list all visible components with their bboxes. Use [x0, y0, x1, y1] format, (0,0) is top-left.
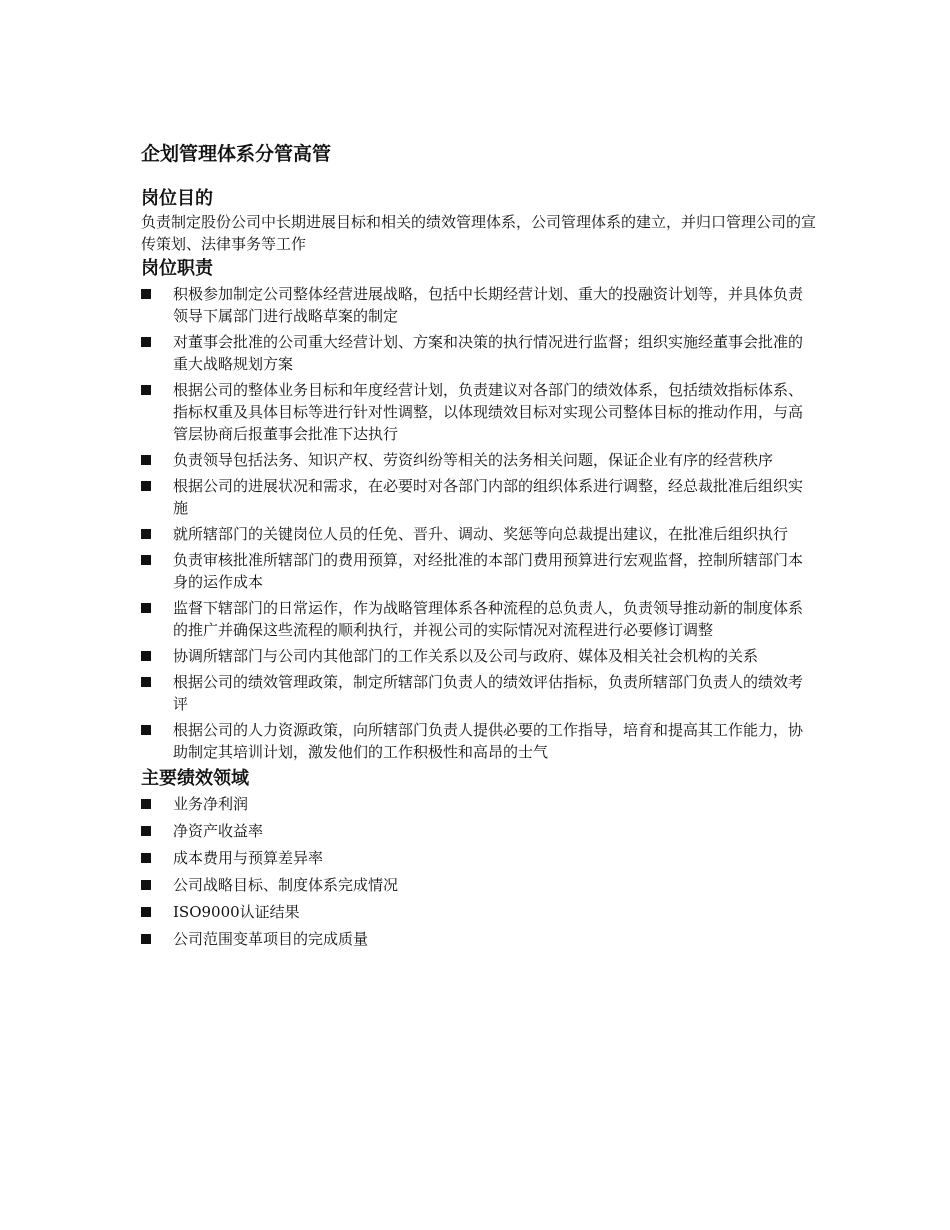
- purpose-text: 负责制定股份公司中长期进展目标和相关的绩效管理体系，公司管理体系的建立，并归口管理公司的宣传策划、法律事务等工作: [141, 213, 817, 253]
- duty-text: 根据公司的进展状况和需求，在必要时对各部门内部的组织体系进行调整，经总裁批准后组织实施: [173, 477, 804, 517]
- square-bullet-icon: [141, 337, 151, 347]
- kpa-item: [141, 820, 821, 842]
- kpa-item: [141, 901, 821, 923]
- kpa-item: [141, 847, 821, 869]
- kpa-item: [141, 874, 435, 896]
- square-bullet-icon: [141, 603, 151, 613]
- kpa-text: ISO9000认证结果: [173, 903, 300, 921]
- kpa-item: [141, 793, 821, 815]
- duty-item: [141, 671, 813, 715]
- square-bullet-icon: [141, 799, 151, 809]
- square-bullet-icon: [141, 853, 151, 863]
- duty-text: 根据公司的整体业务目标和年度经营计划，负责建议对各部门的绩效体系，包括绩效指标体系、指标权重及具体目标等进行针对性调整，以体现绩效目标对实现公司整体目标的推动作用，与高管层协商后报董事会批准下达执行: [173, 381, 804, 443]
- duty-item: [141, 549, 813, 593]
- square-bullet-icon: [141, 289, 151, 299]
- duty-text: 负责领导包括法务、知识产权、劳资纠纷等相关的法务相关问题，保证企业有序的经营秩序: [173, 451, 774, 469]
- kpa-text: 业务净利润: [173, 795, 249, 813]
- duty-item: [141, 331, 813, 375]
- duty-text: 根据公司的绩效管理政策，制定所辖部门负责人的绩效评估指标，负责所辖部门负责人的绩效考评: [173, 673, 804, 713]
- square-bullet-icon: [141, 555, 151, 565]
- kpa-item: [141, 928, 821, 950]
- kpa-text: 成本费用与预算差异率: [173, 849, 324, 867]
- duty-item: [141, 475, 813, 519]
- square-bullet-icon: [141, 826, 151, 836]
- square-bullet-icon: [141, 481, 151, 491]
- duties-heading: 岗位职责: [141, 258, 213, 279]
- duty-text: 协调所辖部门与公司内其他部门的工作关系以及公司与政府、媒体及相关社会机构的关系: [173, 647, 759, 665]
- kpa-text: 公司战略目标、制度体系完成情况: [173, 876, 399, 894]
- square-bullet-icon: [141, 385, 151, 395]
- duty-item: [141, 449, 813, 471]
- document: [141, 141, 821, 955]
- duty-item: [141, 719, 813, 763]
- square-bullet-icon: [141, 725, 151, 735]
- kpa-text: 公司范围变革项目的完成质量: [173, 930, 369, 948]
- duty-text: 根据公司的人力资源政策，向所辖部门负责人提供必要的工作指导，培育和提高其工作能力，协助制定其培训计划，激发他们的工作积极性和高昂的士气: [173, 721, 804, 761]
- duty-text: 积极参加制定公司整体经营进展战略，包括中长期经营计划、重大的投融资计划等，并具体负责领导下属部门进行战略草案的制定: [173, 285, 804, 325]
- duty-text: 监督下辖部门的日常运作，作为战略管理体系各种流程的总负责人，负责领导推动新的制度体系的推广并确保这些流程的顺利执行，并视公司的实际情况对流程进行必要修订调整: [173, 599, 804, 639]
- duty-text: 负责审核批准所辖部门的费用预算，对经批准的本部门费用预算进行宏观监督，控制所辖部门本身的运作成本: [173, 551, 804, 591]
- duty-text: 就所辖部门的关键岗位人员的任免、晋升、调动、奖惩等向总裁提出建议，在批准后组织执行: [173, 525, 789, 543]
- duty-text: 对董事会批准的公司重大经营计划、方案和决策的执行情况进行监督；组织实施经董事会批准的重大战略规划方案: [173, 333, 804, 373]
- square-bullet-icon: [141, 529, 151, 539]
- document-title: 企划管理体系分管高管: [141, 143, 332, 165]
- purpose-heading: 岗位目的: [141, 188, 213, 209]
- kpa-text: 净资产收益率: [173, 822, 264, 840]
- duties-list: [141, 283, 821, 763]
- square-bullet-icon: [141, 907, 151, 917]
- duty-item: [141, 283, 813, 327]
- duty-item: [141, 523, 813, 545]
- square-bullet-icon: [141, 651, 151, 661]
- square-bullet-icon: [141, 677, 151, 687]
- kpa-heading: 主要绩效领域: [141, 768, 249, 789]
- duty-item: [141, 645, 813, 667]
- square-bullet-icon: [141, 455, 151, 465]
- duty-item: [141, 379, 813, 445]
- kpa-list: [141, 793, 821, 950]
- duty-item: [141, 597, 813, 641]
- square-bullet-icon: [141, 880, 151, 890]
- square-bullet-icon: [141, 934, 151, 944]
